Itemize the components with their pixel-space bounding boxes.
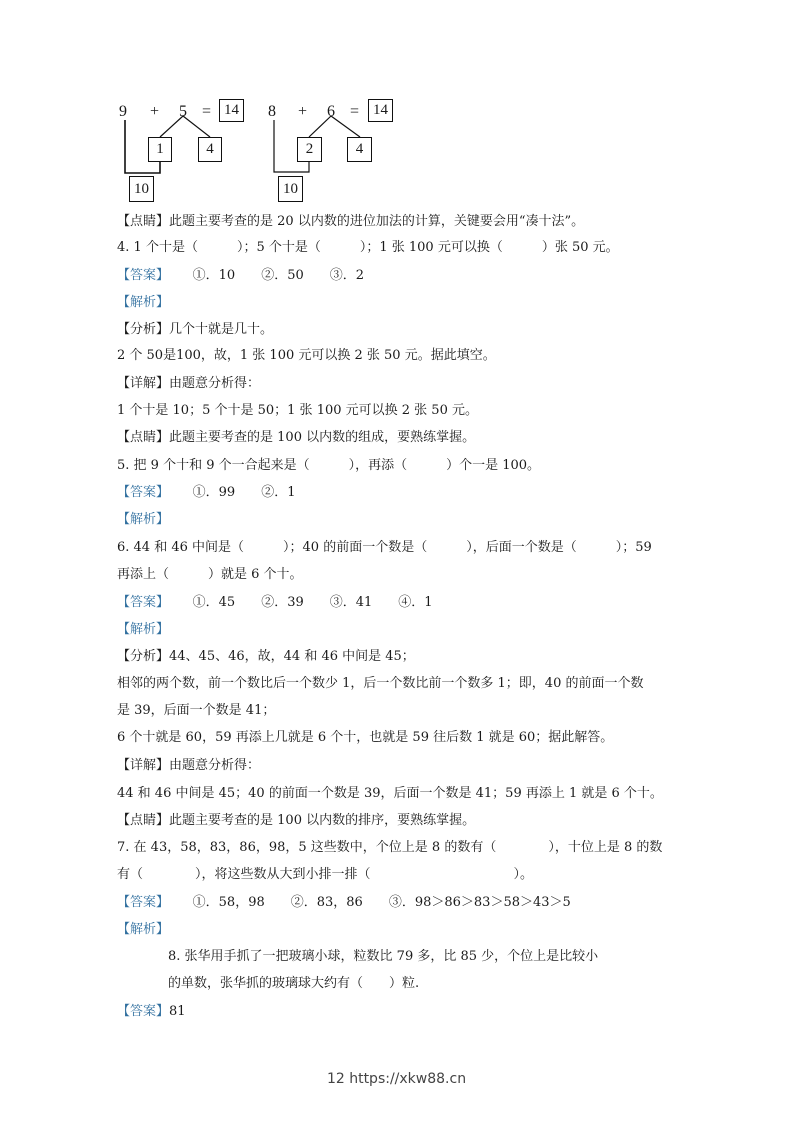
answer-tag: 【答案】 [117,268,163,283]
detail-line [117,757,260,775]
answer-line-8 [117,1003,186,1021]
question-8-line-2: 的单数，张华抓的玻璃球大约有（ ）粒. [168,976,420,991]
answer-line-6 [117,594,433,612]
addend-a: 8 [268,103,276,120]
analysis-header-6 [117,621,169,639]
question-5: 5. 把 9 个十和 9 个一合起来是（ ），再添（ ）个一是 100。 [117,458,541,473]
detail-line [117,375,260,393]
detail-text: 由题意分析得： [169,376,261,391]
equals-sign: = [202,103,212,120]
detail-text: 由题意分析得： [169,758,261,773]
analysis-tag: 【分析】 [117,322,170,337]
tip-tag: 【点睛】 [117,813,170,828]
analysis-header-5 [117,511,169,529]
addend-b: 6 [327,103,335,120]
body-line: 44 和 46 中间是 45；40 的前面一个数是 39，后面一个数是 41；59 再添上 1 就是 6 个十。 [117,786,663,801]
answer-text: ①．99 ②．1 [162,485,296,500]
answer-tag: 【答案】 [117,485,163,500]
equals-sign: = [350,103,360,120]
tip-line [117,812,475,830]
answer-text: ①．58，98 ②．83，86 ③．98＞86＞83＞58＞43＞5 [162,895,571,910]
answer-line-7 [117,894,571,912]
analysis-tag: 【解析】 [117,512,170,527]
analysis-tag: 【解析】 [117,622,170,637]
tip-line [117,213,584,231]
split-box-1: 1 [148,137,172,162]
split-box-1: 2 [297,137,322,162]
result-box: 14 [368,99,393,122]
tip-text: 此题主要考查的是 20 以内数的进位加法的计算，关键要会用“凑十法”。 [169,214,585,229]
answer-text: ①．10 ②．50 ③．2 [162,268,365,283]
ten-box: 10 [129,176,154,202]
analysis-header-4 [117,294,169,312]
tip-text: 此题主要考查的是 100 以内数的排序，要熟练掌握。 [169,813,476,828]
analysis-text: 44、45、46，故，44 和 46 中间是 45； [169,649,415,664]
analysis-tag: 【解析】 [117,295,170,310]
tip-tag: 【点睛】 [117,430,170,445]
question-6-line-1: 6. 44 和 46 中间是（ ）；40 的前面一个数是（ ），后面一个数是（ ）；59 [117,540,652,555]
body-line: 相邻的两个数，前一个数比后一个数少 1，后一个数比前一个数多 1；即，40 的前面一个数 [117,676,644,691]
analysis-text: 几个十就是几十。 [169,322,274,337]
body-line: 1 个十是 10；5 个十是 50；1 张 100 元可以换 2 张 50 元。 [117,403,478,418]
body-line: 6 个十就是 60，59 再添上几就是 6 个十，也就是 59 往后数 1 就是 60；据此解答。 [117,730,614,745]
question-6-line-2: 再添上（ ）就是 6 个十。 [117,567,303,582]
ten-box: 10 [278,176,303,202]
page-footer: 12 https://xkw88.cn [326,1071,467,1087]
analysis-tag: 【分析】 [117,649,170,664]
question-8-line-1: 8. 张华用手抓了一把玻璃小球，粒数比 79 多，比 85 少，个位上是比较小 [168,949,599,964]
split-box-2: 4 [347,137,372,162]
split-box-2: 4 [198,137,222,162]
analysis-header-7 [117,921,169,939]
detail-tag: 【详解】 [117,376,170,391]
addend-b: 5 [179,103,187,120]
addend-a: 9 [119,103,127,120]
question-4: 4. 1 个十是（ ）；5 个十是（ ）；1 张 100 元可以换（ ）张 50 元。 [117,240,619,255]
tip-tag: 【点睛】 [117,214,170,229]
plus-sign: + [150,103,160,120]
tip-text: 此题主要考查的是 100 以内数的组成，要熟练掌握。 [169,430,476,445]
plus-sign: + [298,103,308,120]
detail-tag: 【详解】 [117,758,170,773]
answer-line-4 [117,267,364,285]
analysis-tag: 【解析】 [117,922,170,937]
question-7-line-2: 有（ ），将这些数从大到小排一排（ ）。 [117,867,534,882]
answer-text: ①．45 ②．39 ③．41 ④．1 [162,595,433,610]
answer-tag: 【答案】 [117,1004,170,1019]
analysis-line [117,648,415,666]
body-line: 是 39，后面一个数是 41； [117,703,276,718]
tip-line [117,429,475,447]
body-line: 2 个 50是100，故，1 张 100 元可以换 2 张 50 元。据此填空。 [117,348,496,363]
analysis-line [117,321,273,339]
question-7-line-1: 7. 在 43，58，83，86，98，5 这些数中，个位上是 8 的数有（ ），十位上是 8 的数 [117,840,663,855]
result-box: 14 [219,99,244,122]
answer-tag: 【答案】 [117,895,163,910]
answer-text: 81 [169,1004,186,1019]
answer-line-5 [117,484,295,502]
answer-tag: 【答案】 [117,595,163,610]
